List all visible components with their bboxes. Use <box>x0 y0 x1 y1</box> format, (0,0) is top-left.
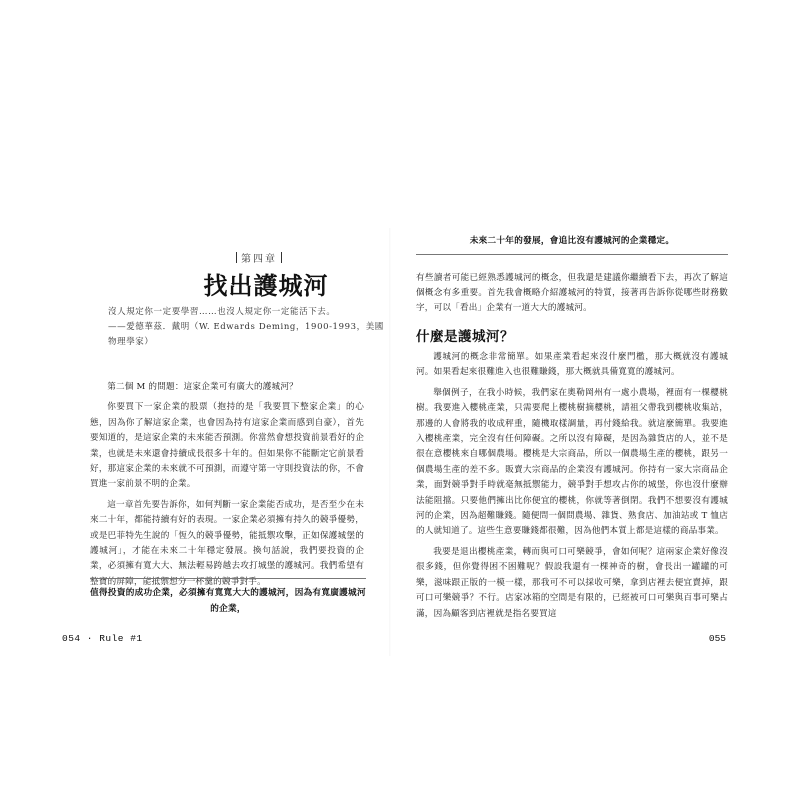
right-page <box>416 228 728 656</box>
book-spread <box>54 228 726 656</box>
body-paragraph: 你要買下一家企業的股票（抱持的是「我要買下整家企業」的心態，因為你了解這家企業，也會因為持有這家企業而感到自豪），首先要知道的，是這家企業的未來能否預測。你當然會想投資前景看好的企業，也就是未來還會持續成長很多十年的。但如果你不能斷定它前景看好，那這家企業的未來就不可預測，而遵守第一守則投資法的你，不會買進一家前景不明的企業。 <box>90 402 364 490</box>
body-paragraph: 第二個 M 的問題：這家企業可有廣大的護城河？ <box>107 382 298 392</box>
pull-quote-right: 未來二十年的發展，會追比沒有護城河的企業穩定。 <box>416 234 728 255</box>
left-body-text <box>90 380 364 595</box>
chapter-tag-bar-right <box>281 252 282 263</box>
chapter-tag-bar-left <box>236 252 237 263</box>
epigraph-attribution: ——愛德華茲．戴明（W. Edwards Deming，1900-1993，美國物理學家） <box>108 322 384 347</box>
body-paragraph: 我要是退出櫻桃產業，轉而與可口可樂競爭，會如何呢？這兩家企業好像沒很多錢，但你覺得困不困難呢？假設我還有一棵神奇的樹，會長出一罐罐的可樂，滋味跟正版的一模一樣，那我可不可以採收可樂，拿到店裡去便宜賣掉，跟可口可樂競爭？不行。店家冰箱的空間是有限的，已經被可口可樂與百事可樂占滿，因為顧客到店裡就是指名要買這 <box>416 546 728 619</box>
right-body-text <box>416 350 728 627</box>
body-paragraph: 這一章首先要告訴你，如何判斷一家企業能否成功，是否至少在未來二十年，都能持續有好的表現。一家企業必須擁有持久的競爭優勢，或是巴菲特先生說的「恆久的競爭優勢，能抵禦攻擊，正如保護城堡的護城河」，才能在未來二十年穩定發展。換句話說，我們要投資的企業，必須擁有寬大大、無法輕易跨越去攻打城堡的護城河。我們希望有整寶的屏障，能抵禦想分一杯羹的競爭對手。 <box>90 499 364 587</box>
chapter-tag-label: 第四章 <box>241 254 277 265</box>
chapter-tag <box>232 250 286 265</box>
pull-quote-left: 值得投資的成功企業，必須擁有寬寬大大的護城河，因為有寬廣護城河的企業， <box>90 578 366 617</box>
section-heading: 什麼是護城河？ <box>416 329 514 345</box>
epigraph <box>108 305 388 350</box>
page-number-right: 055 <box>708 633 726 644</box>
left-page <box>54 228 384 656</box>
body-paragraph: 護城河的概念非常簡單。如果產業看起來沒什麼門檻，那大概就沒有護城河。如果看起來很難進入也很難賺錢，那大概就具備寬寬的護城河。 <box>416 352 728 378</box>
page-number-left: 054 · Rule #1 <box>62 633 143 644</box>
epigraph-quote: 沒人規定你一定要學習……也沒人規定你一定能活下去。 <box>108 307 336 317</box>
body-paragraph: 舉個例子，在我小時候，我們家在奧勒岡州有一處小農場，裡面有一棵櫻桃樹。我要進入櫻桃產業，只需要爬上櫻桃樹摘櫻桃，請祖父帶我到櫻桃收集站，那邊的人會將我的收成秤重，隨機取樣調量，再付錢給我。就這麼簡單。我要進入櫻桃產業，完全沒有任何障礙。之所以沒有障礙，是因為雜貨店的人，並不是很在意櫻桃來自哪個農場。櫻桃是大宗商品，所以一個農場生產的櫻桃，跟另一個農場生產的差不多。販賣大宗商品的企業沒有護城河。你持有一家大宗商品企業，面對競爭對手時就毫無抵禦能力，競爭對手想攻占你的城堡，你也沒什麼辦法能阻擋。只要他們擁出比你便宜的櫻桃，你就等著倒閉。我們不想要沒有護城河的企業，因為超難賺錢。隨便問一個問農場、雜貨、熟食店、加油站或 T 恤店的人就知道了。這些生意要賺錢都很難，因為他們本質上都是這樣的商品事業。 <box>416 387 728 537</box>
chapter-title: 找出護城河 <box>203 271 329 300</box>
gutter-shadow <box>389 228 391 656</box>
right-intro-text <box>416 262 728 325</box>
body-paragraph: 有些讀者可能已經熟悉護城河的概念，但我還是建議你繼續看下去，再次了解這個概念有多重要。首先我會概略介紹護城河的特質，接著再告訴你從哪些財務數字，可以「看出」企業有一道大大的護城河。 <box>416 272 728 314</box>
